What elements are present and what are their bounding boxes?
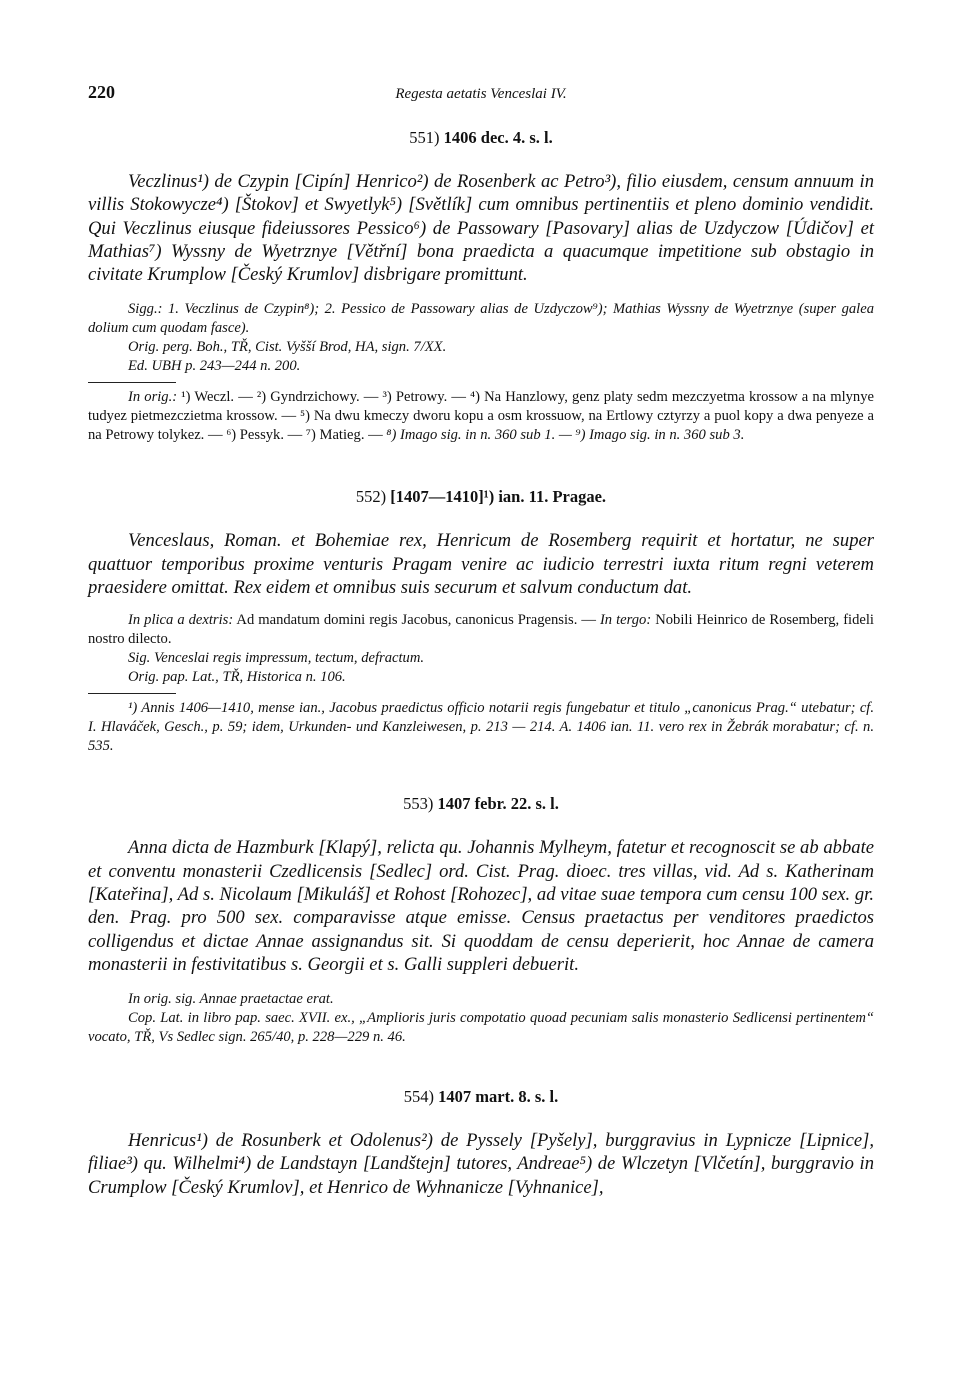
entry-apparatus (88, 990, 874, 1047)
plica-label: In plica a dextris: (128, 612, 234, 629)
entry-regest: Anna dicta de Hazmburk [Klapý], relicta qu. Johannis Mylheym, fatetur et recognoscit se ab abbate et conventu monasterii Czedlicensis [Sedlec] ord. Cist. Prag. dioec. tres villas, vid. Ad s. Katherinam [Kateřina], Ad s. Nicolaum [Mikuláš] et Rohost [Rohozec], ad vitae suae tempora cum censu 100 sex. gr. den. Prag. pro 500 sex. comparavisse atque emisse. Census praetactus per venditores praedictos colligendus et dictae Annae assignandus sit. Si quoddam de censu deperierit, hoc Annae de camera monasterii in festivitatibus s. Georgii et s. Galli suppleri debuerit. (88, 837, 874, 975)
dorsal-note (88, 611, 874, 649)
entry-regest: Henricus¹) de Rosunberk et Odolenus²) de Pyssely [Pyšely], burggravius in Lypnicze [Lipnice], filiae³) qu. Wilhelmi⁴) de Landstayn [Landštejn] tutores, Andreae⁵) de Wlczetyn [Vlčetín], burggravio in Crumplow [Český Krumlov], et Henrico de Wyhnanicze [Vyhnanice], (88, 1130, 874, 1198)
tergo-text: Nobili Heinrico de Rosemberg, fideli nostro dilecto. (88, 612, 874, 648)
document-page (88, 82, 874, 1199)
entry-heading (88, 1087, 874, 1107)
entry-regest: Venceslaus, Roman. et Bohemiae rex, Henricum de Rosemberg requirit et hortatur, ne super quattuor temporibus proxime venturis Pragam venire ac iudicio terrestri iuxta ritum regni veterem praesidere omittat. Rex eidem et omnibus suis securum et salvum conductum dat. (88, 530, 874, 599)
footnote-tail: ⁸) Imago sig. in n. 360 sub 1. — ⁹) Imago sig. in n. 360 sub 3. (386, 427, 745, 444)
entry-date: [1407—1410]¹) ian. 11. Pragae. (390, 487, 607, 507)
entry-551 (88, 128, 874, 445)
footnote-text: ¹) Annis 1406—1410, mense ian., Jacobus praedictus officio notarii regis fungebatur et titulo „canonicus Prag.“ utebatur; cf. I. Hlaváček, Gesch., p. 59; idem, Urkunden- und Kanzleiwesen, p. 213 — 214. A. 1406 ian. 11. vero rex in Žebrák morabatur; cf. n. 535. (88, 700, 874, 755)
tergo-label: In tergo: (599, 612, 652, 629)
original-note: In orig. sig. Annae praetactae erat. (128, 991, 334, 1008)
entry-heading (88, 128, 874, 148)
original-note: Orig. perg. Boh., TŘ, Cist. Vyšší Brod, HA, sign. 7/XX. (128, 339, 447, 356)
edition-note: Ed. UBH p. 243—244 n. 200. (128, 358, 301, 375)
entry-apparatus (88, 611, 874, 756)
copy-note: Cop. Lat. in libro pap. saec. XVII. ex., „Amplioris juris compotatio quoad pecuniam salis monasterio Sedlicensi pertinentem“ vocato, TŘ, Vs Sedlec sign. 265/40, p. 228—229 n. 46. (88, 1010, 874, 1046)
sigilla-note: Sigg.: 1. Veczlinus de Czypin⁸); 2. Pessico de Passowary alias de Uzdyczow⁹); Mathias Wyssny de Wyetrznye (super galea dolium cum quodam fasce). (88, 301, 874, 337)
page-header (88, 82, 874, 112)
footnote-body: ¹) Weczl. — ²) Gyndrzichowy. — ³) Petrowy. — ⁴) Na Hanzlowy, genz platy sedm mezczyetma krossow a na mlynye tudyez pietmezczietma krossow. — ⁵) Na dwu kmeczy dworu kopu a osm krossuow, na Ertlowy cztyrzy a puol kopy a dwa penyeze a na Petrowy tolykez. — ⁶) Pessyk. — ⁷) Matieg. — (88, 389, 874, 444)
original-note: Orig. pap. Lat., TŘ, Historica n. 106. (128, 669, 346, 686)
footnote-label: In orig.: (128, 389, 178, 406)
entry-date: 1407 mart. 8. s. l. (438, 1087, 559, 1107)
entry-553 (88, 794, 874, 1047)
entry-date: 1406 dec. 4. s. l. (443, 128, 553, 147)
footnote-rule (88, 382, 176, 383)
footnote-rule (88, 693, 176, 694)
page-number: 220 (88, 82, 115, 102)
entry-regest: Veczlinus¹) de Czypin [Cipín] Henrico²) de Rosenberk ac Petro³), filio eiusdem, censum annuum in villis Stokowycze⁴) [Štokov] et Swyetlyk⁵) [Světlík] cum omnibus pertinentiis et pleno dominio vendidit. Qui Veczlinus eiusque fideiussores Pessico⁶) de Passowary [Pasovary] alias de Uzdyczow [Údičov] et Mathias⁷) Wyssny de Wyetrznye [Větřní] bona praedicta a quacumque impetitione sub obstagio in civitate Krumplow [Český Krumlov] disbrigare promittunt. (88, 171, 874, 286)
entry-heading (88, 487, 874, 507)
entry-date: 1407 febr. 22. s. l. (437, 794, 559, 814)
entry-heading (88, 794, 874, 814)
running-title: Regesta aetatis Venceslai IV. (395, 86, 567, 102)
footnote-text (88, 388, 874, 445)
entry-number: 553) (403, 794, 438, 814)
plica-text: Ad mandatum domini regis Jacobus, canonicus Pragensis. — (233, 612, 600, 629)
entry-number: 551) (409, 128, 444, 147)
entry-552 (88, 487, 874, 756)
entry-554 (88, 1087, 874, 1199)
seal-note: Sig. Venceslai regis impressum, tectum, defractum. (128, 650, 425, 667)
entry-number: 552) (355, 487, 391, 507)
entry-apparatus (88, 300, 874, 445)
entry-number: 554) (403, 1087, 439, 1107)
